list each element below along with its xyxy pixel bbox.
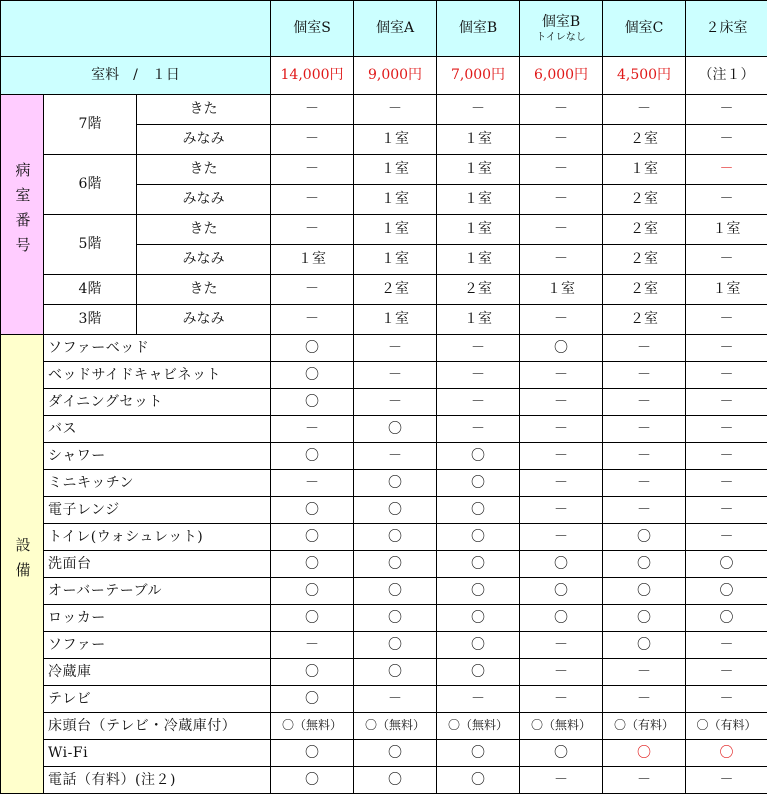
equipment-cell: － [520, 686, 603, 713]
equipment-name: トイレ(ウォシュレット) [44, 524, 271, 551]
equipment-cell: － [271, 470, 354, 497]
wing-cell: みなみ [137, 305, 271, 335]
equipment-cell: － [520, 416, 603, 443]
equipment-cell: － [271, 416, 354, 443]
equipment-row [1, 470, 767, 497]
room-row [1, 95, 767, 125]
equipment-row [1, 578, 767, 605]
room-count-cell: － [520, 125, 603, 155]
room-count-cell: ２室 [603, 275, 686, 305]
equipment-cell: 〇 [603, 524, 686, 551]
equipment-cell: 〇 [354, 659, 437, 686]
equipment-cell: 〇 [354, 740, 437, 767]
room-count-cell: － [271, 125, 354, 155]
wing-cell: きた [137, 155, 271, 185]
equipment-name: テレビ [44, 686, 271, 713]
equipment-cell: － [437, 362, 520, 389]
room-row [1, 275, 767, 305]
equipment-cell: 〇 [354, 551, 437, 578]
header-corner [1, 1, 271, 57]
equipment-cell: － [520, 389, 603, 416]
price-value: 9,000円 [354, 57, 437, 95]
equipment-row [1, 713, 767, 740]
equipment-cell: － [686, 686, 767, 713]
room-count-cell: １室 [437, 215, 520, 245]
room-count-cell: １室 [437, 155, 520, 185]
room-count-cell: － [271, 155, 354, 185]
room-count-cell: － [686, 125, 767, 155]
col-header-subtitle: トイレなし [536, 31, 586, 43]
equipment-cell: － [520, 362, 603, 389]
equipment-cell: 〇 [520, 335, 603, 362]
col-header-private-b-no-toilet [520, 1, 603, 57]
room-count-cell: １室 [354, 185, 437, 215]
room-count-cell: １室 [437, 245, 520, 275]
equipment-name: バス [44, 416, 271, 443]
equipment-cell: － [603, 443, 686, 470]
room-count-cell: － [520, 305, 603, 335]
equipment-cell: 〇 [437, 767, 520, 794]
equipment-cell: 〇（有料） [603, 713, 686, 740]
room-count-cell: １室 [354, 305, 437, 335]
price-value: 7,000円 [437, 57, 520, 95]
room-count-cell: １室 [354, 125, 437, 155]
equipment-cell: 〇 [437, 740, 520, 767]
col-header-two-bed: ２床室 [686, 1, 767, 57]
room-count-cell: １室 [686, 215, 767, 245]
equipment-name: ダイニングセット [44, 389, 271, 416]
equipment-cell: － [603, 416, 686, 443]
equipment-cell: － [603, 659, 686, 686]
room-count-cell: ２室 [354, 275, 437, 305]
header-row [1, 1, 767, 57]
equipment-cell: － [520, 470, 603, 497]
equipment-row [1, 443, 767, 470]
equipment-row [1, 740, 767, 767]
equipment-cell: － [354, 362, 437, 389]
price-value-note: （注１） [686, 57, 767, 95]
equipment-cell: － [686, 362, 767, 389]
floor-cell: 3階 [44, 305, 137, 335]
equipment-cell: 〇 [686, 578, 767, 605]
room-count-cell: １室 [437, 305, 520, 335]
room-count-cell: １室 [437, 185, 520, 215]
room-count-cell: １室 [354, 245, 437, 275]
room-count-cell: － [271, 95, 354, 125]
equipment-name: 冷蔵庫 [44, 659, 271, 686]
room-count-cell: １室 [686, 275, 767, 305]
price-label: 室料 / １日 [1, 57, 271, 95]
col-header-private-a: 個室A [354, 1, 437, 57]
equipment-cell: 〇 [686, 605, 767, 632]
equipment-cell: － [520, 524, 603, 551]
equipment-row [1, 686, 767, 713]
equipment-row [1, 497, 767, 524]
equipment-cell: 〇 [437, 632, 520, 659]
equipment-cell: 〇 [271, 686, 354, 713]
equipment-cell: － [354, 335, 437, 362]
equipment-cell: － [686, 389, 767, 416]
equipment-cell: － [520, 767, 603, 794]
equipment-row [1, 389, 767, 416]
equipment-cell: 〇 [271, 578, 354, 605]
equipment-cell: 〇 [271, 551, 354, 578]
equipment-row [1, 767, 767, 794]
equipment-row [1, 659, 767, 686]
equipment-cell: － [603, 686, 686, 713]
equipment-name: 洗面台 [44, 551, 271, 578]
equipment-cell: 〇 [271, 335, 354, 362]
equipment-cell: 〇 [354, 578, 437, 605]
equipment-row [1, 524, 767, 551]
equipment-cell: 〇（無料） [354, 713, 437, 740]
room-count-cell: － [271, 305, 354, 335]
equipment-cell: 〇（無料） [271, 713, 354, 740]
equipment-cell: 〇 [520, 551, 603, 578]
equipment-cell: 〇（無料） [520, 713, 603, 740]
room-count-cell: － [520, 185, 603, 215]
equipment-cell: － [603, 335, 686, 362]
equipment-cell: 〇 [603, 578, 686, 605]
equipment-name: オーバーテーブル [44, 578, 271, 605]
equipment-name: ソファーベッド [44, 335, 271, 362]
equipment-cell: 〇 [686, 551, 767, 578]
room-count-cell: － [437, 95, 520, 125]
room-count-cell: － [520, 95, 603, 125]
equipment-cell: － [520, 659, 603, 686]
equipment-cell: 〇 [437, 497, 520, 524]
equipment-cell: － [603, 362, 686, 389]
equipment-section-label: 設備 [1, 335, 44, 794]
room-section-label: 病室番号 [1, 95, 44, 335]
equipment-name: Wi-Fi [44, 740, 271, 767]
equipment-cell: 〇（有料） [686, 713, 767, 740]
equipment-cell: 〇 [271, 767, 354, 794]
equipment-cell: － [686, 443, 767, 470]
price-value: 6,000円 [520, 57, 603, 95]
equipment-cell: － [686, 470, 767, 497]
room-count-cell: － [520, 245, 603, 275]
floor-cell: 4階 [44, 275, 137, 305]
equipment-cell: － [603, 470, 686, 497]
equipment-name: ベッドサイドキャビネット [44, 362, 271, 389]
equipment-cell: 〇 [520, 605, 603, 632]
equipment-cell: － [437, 389, 520, 416]
equipment-cell: － [686, 335, 767, 362]
room-count-cell-red: － [686, 155, 767, 185]
equipment-cell: 〇 [271, 497, 354, 524]
equipment-cell: 〇 [437, 578, 520, 605]
room-count-cell: ２室 [603, 305, 686, 335]
room-count-cell: － [354, 95, 437, 125]
equipment-cell: 〇 [437, 524, 520, 551]
equipment-cell: － [603, 389, 686, 416]
equipment-name: 電話（有料）(注２) [44, 767, 271, 794]
room-count-cell: １室 [271, 245, 354, 275]
equipment-name: シャワー [44, 443, 271, 470]
equipment-cell: 〇 [354, 470, 437, 497]
equipment-cell: － [520, 632, 603, 659]
equipment-cell-red: 〇 [686, 740, 767, 767]
equipment-cell: 〇 [437, 470, 520, 497]
equipment-cell: － [437, 335, 520, 362]
equipment-cell: － [520, 497, 603, 524]
col-header-private-s: 個室S [271, 1, 354, 57]
equipment-cell: 〇 [520, 578, 603, 605]
room-count-cell: － [603, 95, 686, 125]
room-count-cell: － [520, 215, 603, 245]
equipment-row [1, 551, 767, 578]
room-count-cell: － [686, 245, 767, 275]
equipment-row [1, 605, 767, 632]
price-row [1, 57, 767, 95]
equipment-cell: 〇 [271, 362, 354, 389]
room-count-cell: － [271, 215, 354, 245]
equipment-cell: － [686, 497, 767, 524]
col-header-private-c: 個室C [603, 1, 686, 57]
equipment-cell: 〇 [603, 551, 686, 578]
equipment-cell: 〇 [437, 659, 520, 686]
equipment-cell: 〇 [354, 767, 437, 794]
equipment-cell-red: 〇 [603, 740, 686, 767]
equipment-cell: 〇 [354, 632, 437, 659]
equipment-row [1, 335, 767, 362]
room-count-cell: １室 [354, 215, 437, 245]
room-count-cell: － [686, 95, 767, 125]
room-count-cell: － [271, 185, 354, 215]
wing-cell: みなみ [137, 245, 271, 275]
floor-cell: 7階 [44, 95, 137, 155]
room-row [1, 155, 767, 185]
equipment-cell: － [603, 767, 686, 794]
equipment-cell: － [354, 686, 437, 713]
equipment-cell: 〇 [354, 605, 437, 632]
equipment-name: 電子レンジ [44, 497, 271, 524]
equipment-cell: 〇 [271, 659, 354, 686]
room-count-cell: １室 [354, 155, 437, 185]
equipment-cell: 〇（無料） [437, 713, 520, 740]
room-count-cell: － [686, 305, 767, 335]
room-row [1, 305, 767, 335]
floor-cell: 6階 [44, 155, 137, 215]
wing-cell: きた [137, 275, 271, 305]
equipment-row [1, 632, 767, 659]
equipment-cell: － [437, 416, 520, 443]
equipment-cell: 〇 [437, 551, 520, 578]
equipment-cell: 〇 [603, 605, 686, 632]
floor-cell: 5階 [44, 215, 137, 275]
room-count-cell: － [686, 185, 767, 215]
room-count-cell: － [520, 155, 603, 185]
price-value: 14,000円 [271, 57, 354, 95]
equipment-cell: － [686, 659, 767, 686]
equipment-name: ミニキッチン [44, 470, 271, 497]
equipment-cell: － [437, 686, 520, 713]
wing-cell: みなみ [137, 185, 271, 215]
equipment-cell: － [686, 416, 767, 443]
equipment-cell: 〇 [354, 497, 437, 524]
equipment-cell: － [354, 389, 437, 416]
room-count-cell: ２室 [437, 275, 520, 305]
col-header-private-b2-title: 個室B [541, 13, 581, 30]
equipment-cell: 〇 [271, 524, 354, 551]
price-value: 4,500円 [603, 57, 686, 95]
room-count-cell: １室 [520, 275, 603, 305]
wing-cell: きた [137, 215, 271, 245]
equipment-cell: － [686, 524, 767, 551]
room-count-cell: １室 [603, 155, 686, 185]
equipment-cell: 〇 [354, 416, 437, 443]
equipment-cell: － [686, 632, 767, 659]
equipment-cell: － [603, 497, 686, 524]
equipment-cell: 〇 [271, 443, 354, 470]
equipment-cell: 〇 [603, 632, 686, 659]
equipment-cell: 〇 [271, 389, 354, 416]
col-header-private-b: 個室B [437, 1, 520, 57]
equipment-cell: － [271, 632, 354, 659]
room-count-cell: ２室 [603, 125, 686, 155]
room-count-cell: １室 [437, 125, 520, 155]
equipment-name: ソファー [44, 632, 271, 659]
equipment-cell: － [686, 767, 767, 794]
equipment-cell: 〇 [354, 524, 437, 551]
wing-cell: きた [137, 95, 271, 125]
equipment-cell: 〇 [271, 740, 354, 767]
equipment-cell: － [354, 443, 437, 470]
room-count-cell: ２室 [603, 245, 686, 275]
room-count-cell: ２室 [603, 185, 686, 215]
equipment-name: 床頭台（テレビ・冷蔵庫付） [44, 713, 271, 740]
equipment-cell: 〇 [437, 605, 520, 632]
equipment-cell: － [520, 443, 603, 470]
equipment-cell: 〇 [437, 443, 520, 470]
wing-cell: みなみ [137, 125, 271, 155]
room-row [1, 215, 767, 245]
equipment-row [1, 362, 767, 389]
equipment-name: ロッカー [44, 605, 271, 632]
room-count-cell: － [271, 275, 354, 305]
room-count-cell: ２室 [603, 215, 686, 245]
equipment-row [1, 416, 767, 443]
equipment-cell: 〇 [520, 740, 603, 767]
equipment-cell: 〇 [271, 605, 354, 632]
